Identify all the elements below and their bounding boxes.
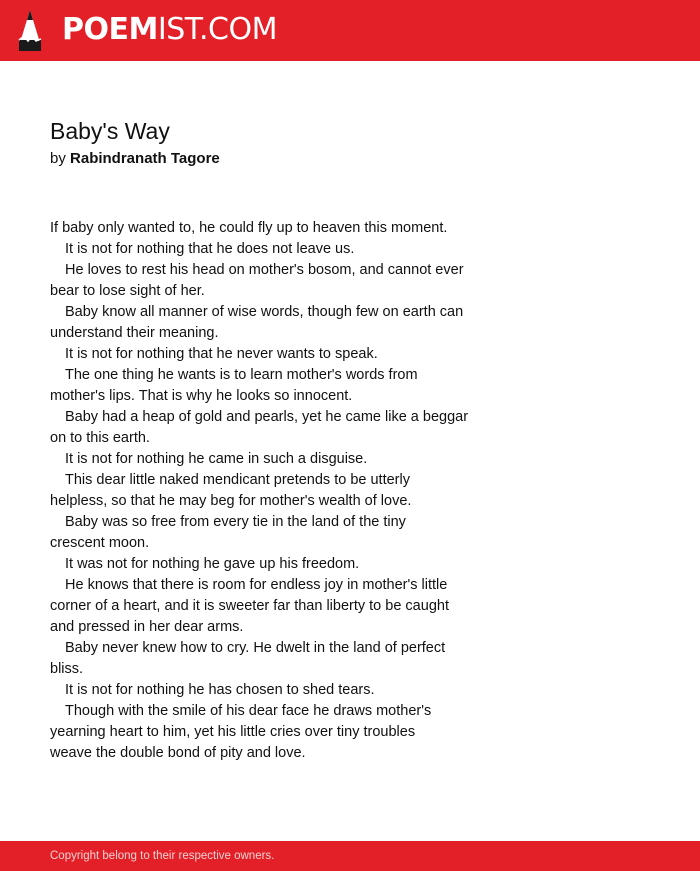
site-header	[0, 0, 700, 61]
poem-body	[50, 218, 500, 764]
poem-line: Baby never knew how to cry. He dwelt in the land of perfect	[65, 640, 446, 656]
poem-line: and pressed in her dear arms.	[50, 619, 244, 635]
poem-line: corner of a heart, and it is sweeter far than liberty to be caught	[50, 598, 449, 614]
poem-line: He knows that there is room for endless joy in mother's little	[65, 577, 448, 593]
poem-line: yearning heart to him, yet his little cries over tiny troubles	[50, 724, 416, 740]
poem-line: It is not for nothing that he does not leave us.	[65, 241, 355, 257]
poem-line: It is not for nothing he has chosen to shed tears.	[65, 682, 375, 698]
pencil-icon[interactable]	[18, 10, 42, 51]
by-label: by	[50, 150, 66, 167]
poem-line: This dear little naked mendicant pretends to be utterly	[65, 472, 410, 488]
poem-line: It was not for nothing he gave up his freedom.	[65, 556, 360, 572]
poem-line: The one thing he wants is to learn mother's words from	[65, 367, 418, 383]
poem-line: Though with the smile of his dear face he draws mother's	[65, 703, 432, 719]
site-logo[interactable]	[62, 11, 277, 49]
poem-line: He loves to rest his head on mother's bosom, and cannot ever	[65, 262, 464, 278]
copyright-notice: Copyright belong to their respective owners.	[50, 850, 275, 862]
poem-line: Baby was so free from every tie in the land of the tiny	[65, 514, 406, 530]
author-name: Rabindranath Tagore	[70, 150, 220, 167]
poem-line: Baby had a heap of gold and pearls, yet he came like a beggar	[65, 409, 469, 425]
poem-line: understand their meaning.	[50, 325, 219, 341]
byline	[50, 148, 220, 170]
poem-line: It is not for nothing he came in such a disguise.	[65, 451, 368, 467]
poem-line: bear to lose sight of her.	[50, 283, 205, 299]
poem-line: If baby only wanted to, he could fly up to heaven this moment.	[50, 220, 448, 236]
poem-line: crescent moon.	[50, 535, 150, 551]
poem-line: bliss.	[50, 661, 84, 677]
poem-line: on to this earth.	[50, 430, 150, 446]
poem-line: Baby know all manner of wise words, though few on earth can	[65, 304, 464, 320]
logo-light-text: IST.COM	[157, 12, 277, 47]
poem-title: Baby's Way	[50, 118, 170, 144]
poem-line: It is not for nothing that he never wants to speak.	[65, 346, 378, 362]
logo-bold-text: POEM	[62, 12, 158, 47]
poem-line: mother's lips. That is why he looks so innocent.	[50, 388, 353, 404]
poem-line: helpless, so that he may beg for mother's wealth of love.	[50, 493, 412, 509]
poem-line: weave the double bond of pity and love.	[50, 745, 306, 761]
site-footer	[0, 841, 700, 871]
